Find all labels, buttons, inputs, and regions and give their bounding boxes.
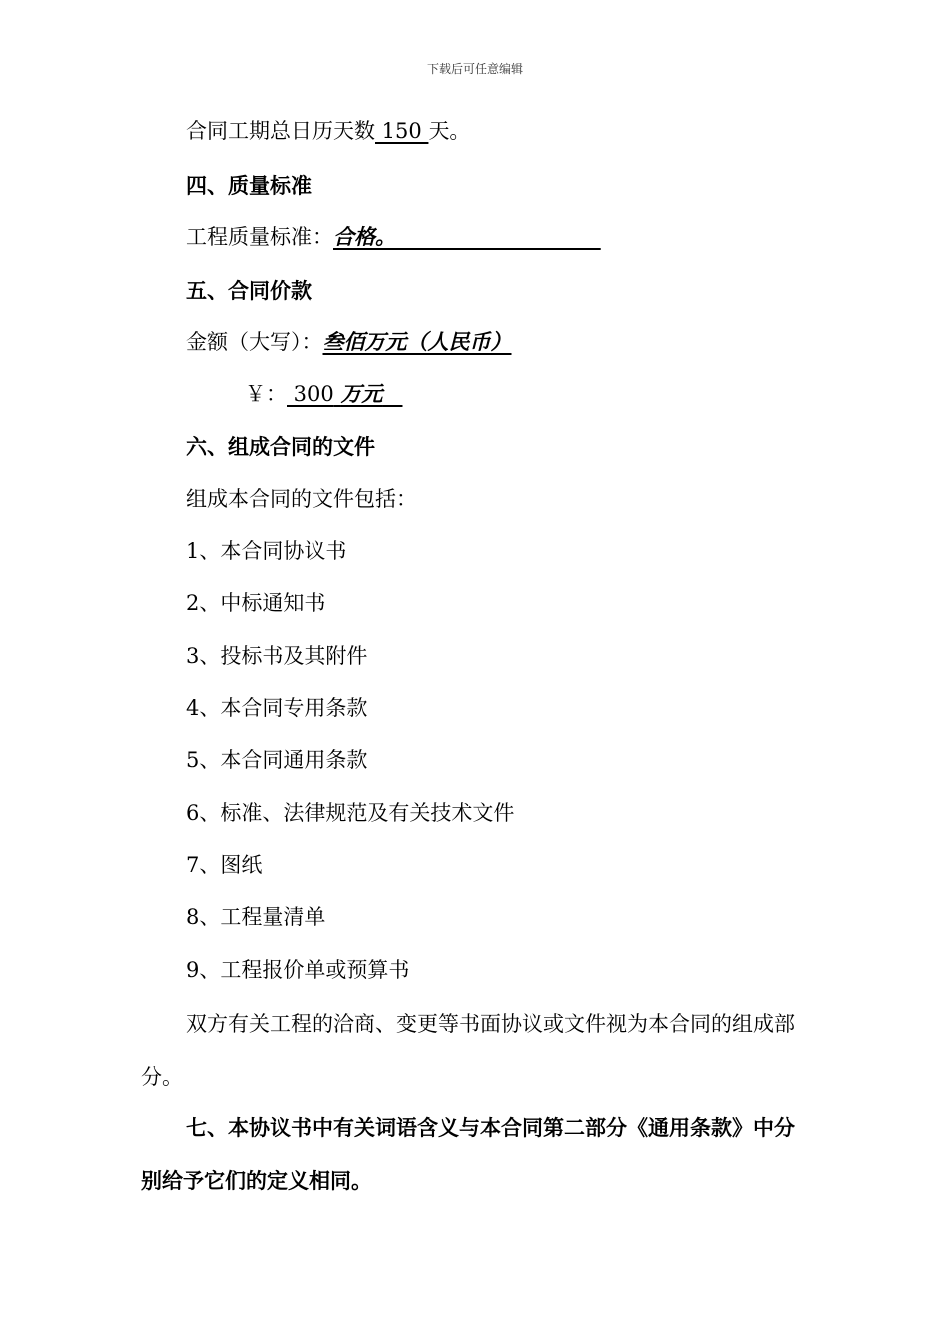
document-item: 6、标准、法律规范及有关技术文件 xyxy=(186,801,515,825)
section-4-title: 四、质量标准 xyxy=(186,174,312,198)
document-item: 5、本合同通用条款 xyxy=(186,748,368,772)
document-item: 8、工程量清单 xyxy=(186,905,326,929)
duration-line xyxy=(186,117,470,145)
document-item: 3、投标书及其附件 xyxy=(186,644,368,668)
section-7-paragraph: 七、本协议书中有关词语含义与本合同第二部分《通用条款》中分别给予它们的定义相同。 xyxy=(141,1116,795,1193)
document-item: 7、图纸 xyxy=(186,853,263,877)
document-item: 2、中标通知书 xyxy=(186,591,326,615)
section-6-title: 六、组成合同的文件 xyxy=(186,435,375,459)
amount-yen-label: ￥： xyxy=(245,382,287,406)
amount-words-label: 金额（大写）： xyxy=(186,330,323,354)
documents-closing-paragraph: 双方有关工程的洽商、变更等书面协议或文件视为本合同的组成部分。 xyxy=(141,1012,795,1089)
quality-standard-line xyxy=(186,223,601,251)
duration-prefix: 合同工期总日历天数 xyxy=(186,119,375,143)
documents-intro: 组成本合同的文件包括： xyxy=(186,487,417,511)
amount-words-line xyxy=(186,328,512,356)
page-header-note: 下载后可任意编辑 xyxy=(426,62,523,76)
amount-yen-value: 300 万元 xyxy=(287,382,383,406)
section-5-title: 五、合同价款 xyxy=(186,279,312,303)
amount-yen-line xyxy=(245,380,402,408)
quality-standard-value: 合格。 xyxy=(333,225,396,249)
amount-words-value: 叁佰万元（人民币） xyxy=(322,330,512,354)
duration-suffix: 天。 xyxy=(428,119,471,143)
document-item: 9、工程报价单或预算书 xyxy=(186,958,410,982)
quality-standard-label: 工程质量标准： xyxy=(186,225,333,249)
document-item: 4、本合同专用条款 xyxy=(186,696,368,720)
document-item: 1、本合同协议书 xyxy=(186,539,347,563)
duration-days: 150 xyxy=(375,119,429,143)
